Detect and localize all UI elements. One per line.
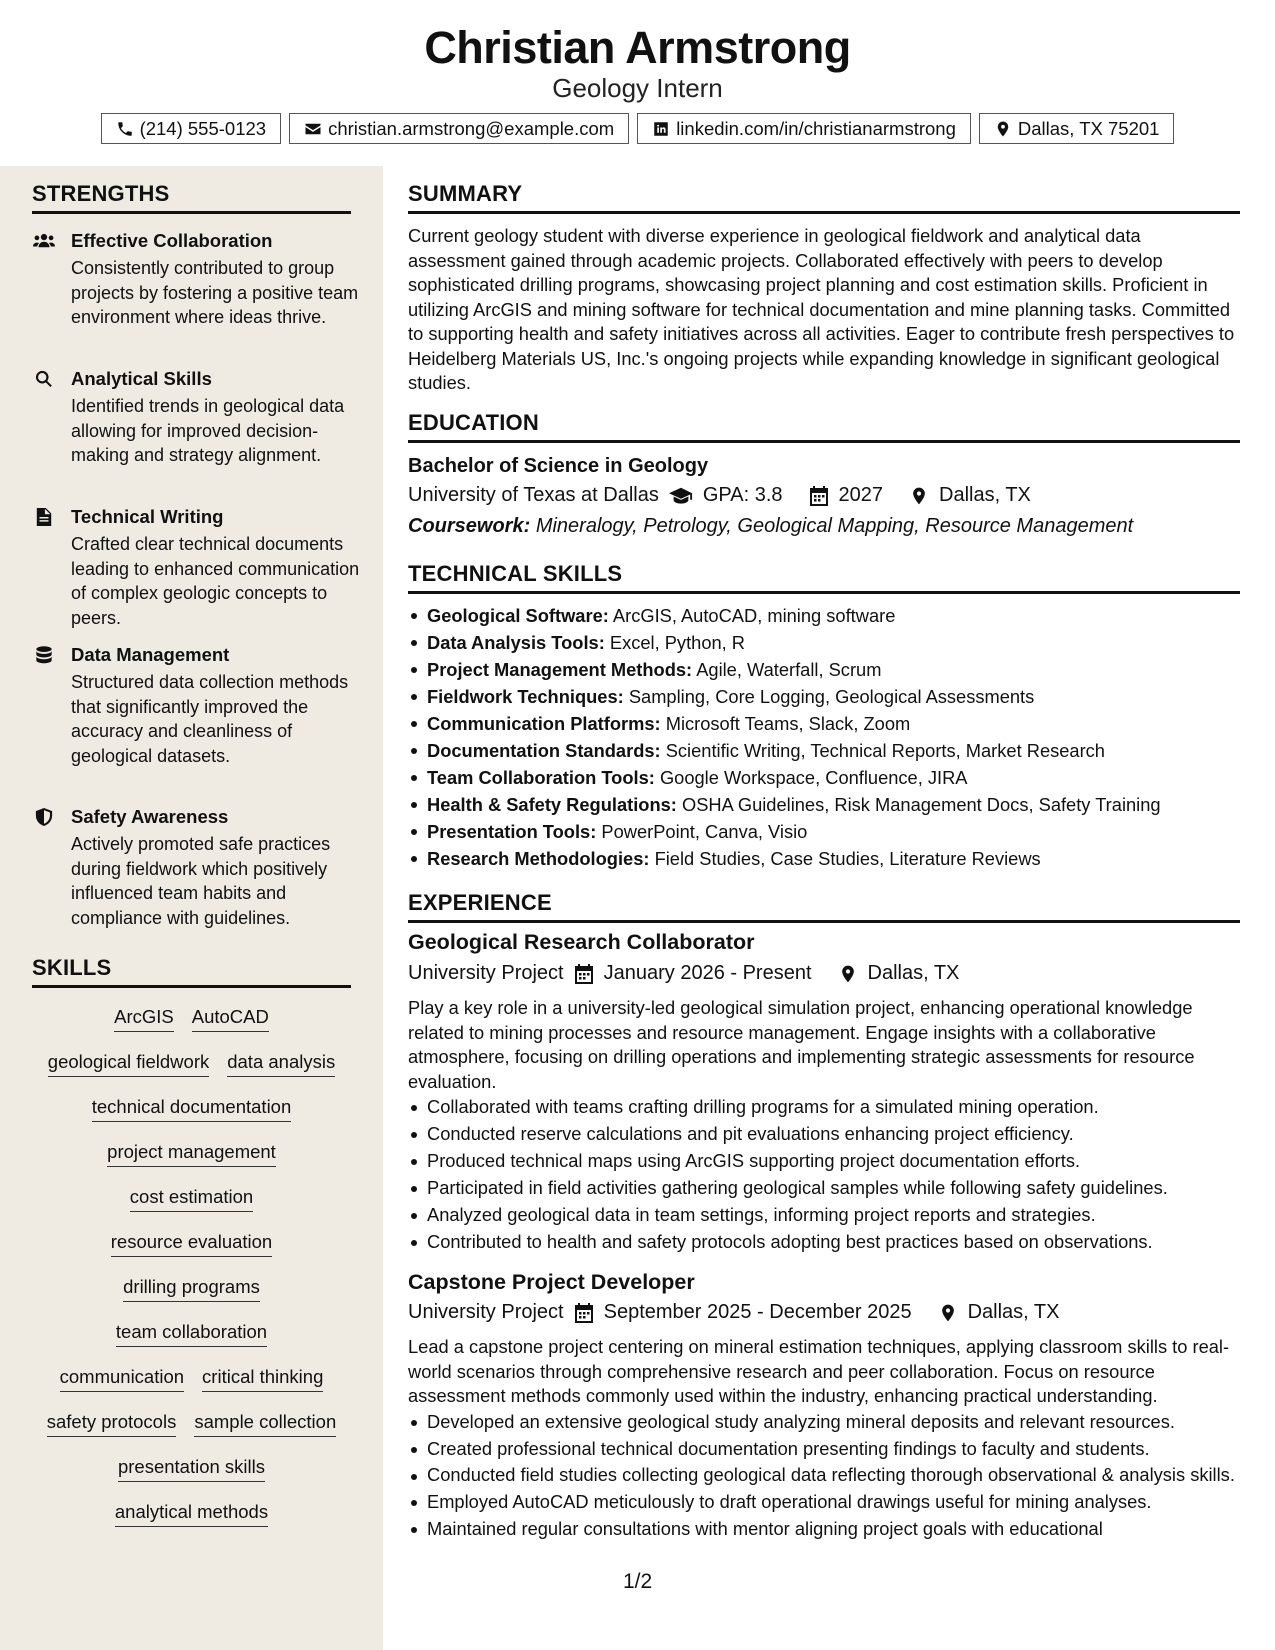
list-item <box>408 683 1240 710</box>
linkedin-icon <box>652 120 670 138</box>
skills-heading: SKILLS <box>32 955 351 988</box>
skill-category: Presentation Tools: <box>427 821 597 842</box>
strength-title: Data Management <box>71 644 230 665</box>
education-meta <box>408 484 1031 507</box>
skill-values: Microsoft Teams, Slack, Zoom <box>665 713 911 734</box>
technical-skills-heading: TECHNICAL SKILLS <box>408 561 1240 594</box>
contact-bar <box>0 113 1275 144</box>
coursework-label: Coursework: <box>408 515 531 537</box>
skill-values: Field Studies, Case Studies, Literature Reviews <box>654 848 1041 869</box>
job-location: Dallas, TX <box>867 962 960 984</box>
skill-row <box>32 1411 351 1437</box>
list-item <box>408 818 1240 845</box>
strength-title: Technical Writing <box>71 506 224 527</box>
strength-desc: Actively promoted safe practices during fieldwork which positively influenced team habits and compliance with guidelines. <box>71 834 331 928</box>
skill-category: Fieldwork Techniques: <box>427 686 624 707</box>
skill-row <box>32 1141 351 1167</box>
degree-title: Bachelor of Science in Geology <box>408 455 709 477</box>
list-item: Produced technical maps using ArcGIS supporting project documentation efforts. <box>408 1148 1240 1175</box>
strength-desc: Identified trends in geological data allowing for improved decision-making and strategy alignment. <box>71 396 345 465</box>
skill-category: Research Methodologies: <box>427 848 650 869</box>
skill-tag: AutoCAD <box>192 1006 269 1032</box>
users-icon <box>32 232 56 252</box>
skill-tag: technical documentation <box>92 1096 292 1122</box>
job-bullets <box>408 1094 1240 1255</box>
list-item <box>408 737 1240 764</box>
job-dates: September 2025 - December 2025 <box>603 1301 912 1323</box>
linkedin-text: linkedin.com/in/christianarmstrong <box>676 117 956 139</box>
sidebar <box>0 166 383 1650</box>
skill-row <box>32 1456 351 1482</box>
list-item <box>408 845 1240 872</box>
skill-tag: geological fieldwork <box>48 1051 209 1077</box>
list-item <box>408 656 1240 683</box>
skill-row <box>32 1501 351 1527</box>
resume-header <box>0 0 1275 166</box>
skill-category: Data Analysis Tools: <box>427 632 605 653</box>
job-dates: January 2026 - Present <box>603 962 812 984</box>
job-org: University Project <box>408 962 564 984</box>
education-heading: EDUCATION <box>408 410 1240 443</box>
school-name: University of Texas at Dallas <box>408 484 659 506</box>
candidate-role: Geology Intern <box>552 73 723 103</box>
job-title: Geological Research Collaborator <box>408 930 755 954</box>
strengths-heading: STRENGTHS <box>32 181 351 214</box>
job-org: University Project <box>408 1301 564 1323</box>
list-item: Participated in field activities gathering geological samples while following safety guidelines. <box>408 1175 1240 1202</box>
list-item: Maintained regular consultations with mentor aligning project goals with educational <box>408 1516 1240 1543</box>
skill-row <box>32 1186 351 1212</box>
calendar-icon <box>809 486 829 506</box>
strength-title: Analytical Skills <box>71 368 212 389</box>
location-text: Dallas, TX 75201 <box>1017 117 1160 139</box>
skill-values: Excel, Python, R <box>609 632 746 653</box>
list-item: Created professional technical documentation presenting findings to faculty and students. <box>408 1436 1240 1463</box>
skill-tag: cost estimation <box>130 1186 253 1212</box>
skill-row <box>32 1051 351 1077</box>
map-pin-icon <box>938 1303 958 1323</box>
strength-desc: Crafted clear technical documents leading to enhanced communication of complex geologic concepts to peers. <box>71 534 360 628</box>
skill-category: Geological Software: <box>427 605 609 626</box>
map-pin-icon <box>994 120 1012 138</box>
job-location: Dallas, TX <box>967 1301 1060 1323</box>
contact-email[interactable] <box>289 113 629 144</box>
document-icon <box>32 508 56 528</box>
list-item: Conducted field studies collecting geological data reflecting thorough observational & analysis skills. <box>408 1463 1240 1490</box>
page-number: 1/2 <box>623 1570 653 1593</box>
list-item: Analyzed geological data in team settings, informing project reports and strategies. <box>408 1202 1240 1229</box>
summary-text: Current geology student with diverse experience in geological fieldwork and analytical data assessment gained through academic projects. Collaborated effectively with peers to develop sophisticated drilling programs, showcasing project planning and cost estimation skills. Proficient in utilizing ArcGIS and mining software for technical documentation and mine planning tasks. Committed to supporting health and safety initiatives across all activities. Eager to contribute fresh perspectives to Heidelberg Materials US, Inc.'s ongoing projects while expanding knowledge in significant geological studies. <box>408 225 1235 393</box>
gpa-text: GPA: 3.8 <box>702 484 783 506</box>
list-item <box>408 764 1240 791</box>
list-item <box>408 629 1240 656</box>
email-text: christian.armstrong@example.com <box>328 117 615 139</box>
list-item: Conducted reserve calculations and pit evaluations enhancing project efficiency. <box>408 1121 1240 1148</box>
skill-tag: drilling programs <box>123 1276 260 1302</box>
calendar-icon <box>574 1303 594 1323</box>
list-item: Developed an extensive geological study analyzing mineral deposits and relevant resources. <box>408 1409 1240 1436</box>
skill-row <box>32 1231 351 1257</box>
job-meta <box>408 1301 1059 1324</box>
strength-title: Safety Awareness <box>71 806 229 827</box>
skill-tag: safety protocols <box>47 1411 177 1437</box>
database-icon <box>32 646 56 666</box>
skill-row <box>32 1096 351 1122</box>
experience-heading: EXPERIENCE <box>408 890 1240 923</box>
skill-tag: critical thinking <box>202 1366 323 1392</box>
skill-category: Team Collaboration Tools: <box>427 767 655 788</box>
coursework-line <box>408 515 1133 538</box>
skill-tag: ArcGIS <box>114 1006 174 1032</box>
calendar-icon <box>574 964 594 984</box>
graduation-year: 2027 <box>838 484 884 506</box>
phone-text: (214) 555-0123 <box>139 117 267 139</box>
skill-tag: sample collection <box>194 1411 336 1437</box>
skill-category: Health & Safety Regulations: <box>427 794 677 815</box>
skill-category: Communication Platforms: <box>427 713 661 734</box>
phone-icon <box>116 120 134 138</box>
list-item <box>408 710 1240 737</box>
school-location: Dallas, TX <box>939 484 1031 506</box>
contact-phone[interactable] <box>101 113 282 144</box>
strength-desc: Consistently contributed to group projects by fostering a positive team environment where ideas thrive. <box>71 258 359 327</box>
skill-row <box>32 1366 351 1392</box>
list-item: Employed AutoCAD meticulously to draft operational drawings useful for mining analyses. <box>408 1489 1240 1516</box>
skill-values: OSHA Guidelines, Risk Management Docs, Safety Training <box>681 794 1161 815</box>
candidate-name: Christian Armstrong <box>424 22 851 73</box>
job-meta <box>408 962 959 985</box>
coursework-list: Mineralogy, Petrology, Geological Mapping, Resource Management <box>535 515 1134 537</box>
map-pin-icon <box>909 486 929 506</box>
contact-location <box>979 113 1175 144</box>
skill-values: PowerPoint, Canva, Visio <box>601 821 808 842</box>
strength-desc: Structured data collection methods that significantly improved the accuracy and cleanliness of geological datasets. <box>71 672 349 766</box>
skill-tag: resource evaluation <box>111 1231 272 1257</box>
skill-category: Project Management Methods: <box>427 659 693 680</box>
envelope-icon <box>304 120 322 138</box>
strength-title: Effective Collaboration <box>71 230 273 251</box>
list-item: Collaborated with teams crafting drilling programs for a simulated mining operation. <box>408 1094 1240 1121</box>
skill-values: Google Workspace, Confluence, JIRA <box>659 767 968 788</box>
graduation-cap-icon <box>669 486 693 506</box>
skill-row <box>32 1321 351 1347</box>
skill-row <box>32 1006 351 1032</box>
job-title: Capstone Project Developer <box>408 1270 695 1294</box>
skill-tag: project management <box>107 1141 276 1167</box>
list-item <box>408 791 1240 818</box>
technical-skills-list <box>408 602 1240 872</box>
contact-linkedin[interactable] <box>637 113 971 144</box>
skill-values: Agile, Waterfall, Scrum <box>696 659 882 680</box>
job-description: Play a key role in a university-led geological simulation project, enhancing operational knowledge related to mining processes and resource management. Engage insights with a collaborative atmosphere, focusing on drilling operations and implementing strategic assessments for resource evaluation. <box>408 997 1195 1092</box>
search-icon <box>32 370 56 390</box>
skill-category: Documentation Standards: <box>427 740 661 761</box>
job-description: Lead a capstone project centering on mineral estimation techniques, applying classroom skills to real-world scenarios through comprehensive research and peer collaboration. Focus on resource assessment methods commonly used within the industry, enhancing practical understanding. <box>408 1336 1230 1406</box>
skill-tag: presentation skills <box>118 1456 265 1482</box>
skill-values: Sampling, Core Logging, Geological Assessments <box>628 686 1035 707</box>
job-bullets <box>408 1409 1240 1543</box>
map-pin-icon <box>838 964 858 984</box>
skill-values: Scientific Writing, Technical Reports, Market Research <box>665 740 1105 761</box>
summary-heading: SUMMARY <box>408 181 1240 214</box>
skill-values: ArcGIS, AutoCAD, mining software <box>612 605 896 626</box>
shield-icon <box>32 808 56 828</box>
list-item <box>408 602 1240 629</box>
skill-tag: communication <box>60 1366 184 1392</box>
list-item: Contributed to health and safety protocols adopting best practices based on observations. <box>408 1229 1240 1256</box>
skill-row <box>32 1276 351 1302</box>
skill-tag: team collaboration <box>116 1321 267 1347</box>
skill-tag: analytical methods <box>115 1501 268 1527</box>
skill-tag: data analysis <box>227 1051 335 1077</box>
